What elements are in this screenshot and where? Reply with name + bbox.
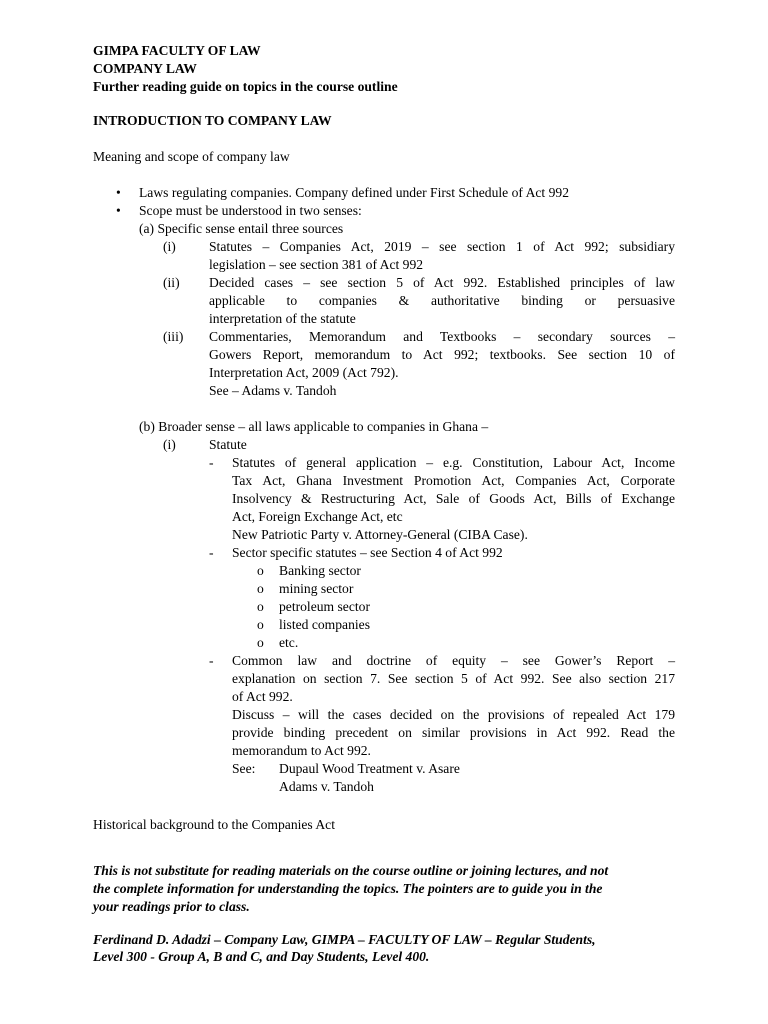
sector-item: mining sector <box>279 581 354 596</box>
disclaimer-line: This is not substitute for reading materials on the course outline or joining lectures, and not <box>93 863 609 878</box>
sub-list-marker: o <box>257 599 264 614</box>
list-number: (ii) <box>163 275 180 290</box>
sector-statutes-line: Sector specific statutes – see Section 4 of Act 992 <box>232 545 503 560</box>
sector-item: Banking sector <box>279 563 361 578</box>
specific-sense-label: (a) Specific sense entail three sources <box>139 221 344 236</box>
subheading-historical: Historical background to the Companies Act <box>93 817 335 832</box>
dash-marker: - <box>209 653 214 668</box>
list-number: (i) <box>163 437 176 452</box>
header-subtitle: Further reading guide on topics in the course outline <box>93 79 398 94</box>
list-number: (iii) <box>163 329 184 344</box>
header-course: COMPANY LAW <box>93 61 197 76</box>
general-statutes-line: Statutes of general application – e.g. Constitution, Labour Act, Income <box>232 455 675 470</box>
list-item-line: interpretation of the statute <box>209 311 356 326</box>
common-law-line: Common law and doctrine of equity – see Gower’s Report – <box>232 653 675 668</box>
broader-sense-label: (b) Broader sense – all laws applicable to companies in Ghana – <box>139 419 489 434</box>
author-footer-line: Ferdinand D. Adadzi – Company Law, GIMPA – FACULTY OF LAW – Regular Students, <box>93 932 596 947</box>
dash-marker: - <box>209 545 214 560</box>
header-institution: GIMPA FACULTY OF LAW <box>93 43 261 58</box>
common-law-line: of Act 992. <box>232 689 293 704</box>
section-title: INTRODUCTION TO COMPANY LAW <box>93 113 332 128</box>
list-item-line: See – Adams v. Tandoh <box>209 383 337 398</box>
case-citation: Dupaul Wood Treatment v. Asare <box>279 761 460 776</box>
general-statutes-line: Insolvency & Restructuring Act, Sale of Goods Act, Bills of Exchange <box>232 491 675 506</box>
statute-label: Statute <box>209 437 247 452</box>
common-law-line: explanation on section 7. See section 5 of Act 992. See also section 217 <box>232 671 675 686</box>
sub-list-marker: o <box>257 635 264 650</box>
bullet-item: Scope must be understood in two senses: <box>139 203 362 218</box>
list-item-line: Statutes – Companies Act, 2019 – see section 1 of Act 992; subsidiary <box>209 239 675 254</box>
subheading-meaning-scope: Meaning and scope of company law <box>93 149 290 164</box>
common-law-line: provide binding precedent on similar provisions in Act 992. Read the <box>232 725 675 740</box>
see-label: See: <box>232 761 256 776</box>
sub-list-marker: o <box>257 617 264 632</box>
list-item-line: Decided cases – see section 5 of Act 992. Established principles of law <box>209 275 675 290</box>
author-footer-line: Level 300 - Group A, B and C, and Day Students, Level 400. <box>93 949 430 964</box>
list-item-line: Commentaries, Memorandum and Textbooks – secondary sources – <box>209 329 675 344</box>
list-number: (i) <box>163 239 176 254</box>
general-statutes-line: Tax Act, Ghana Investment Promotion Act, Companies Act, Corporate <box>232 473 675 488</box>
list-item-line: legislation – see section 381 of Act 992 <box>209 257 424 272</box>
case-citation: New Patriotic Party v. Attorney-General (CIBA Case). <box>232 527 528 542</box>
disclaimer-line: the complete information for understanding the topics. The pointers are to guide you in the <box>93 881 603 896</box>
bullet-marker: • <box>116 185 121 200</box>
disclaimer-line: your readings prior to class. <box>93 899 250 914</box>
sub-list-marker: o <box>257 581 264 596</box>
sector-item: etc. <box>279 635 299 650</box>
sector-item: listed companies <box>279 617 370 632</box>
list-item-line: applicable to companies & authoritative binding or persuasive <box>209 293 675 308</box>
case-citation: Adams v. Tandoh <box>279 779 374 794</box>
bullet-marker: • <box>116 203 121 218</box>
common-law-line: Discuss – will the cases decided on the provisions of repealed Act 179 <box>232 707 675 722</box>
dash-marker: - <box>209 455 214 470</box>
list-item-line: Gowers Report, memorandum to Act 992; textbooks. See section 10 of <box>209 347 675 362</box>
bullet-item: Laws regulating companies. Company defined under First Schedule of Act 992 <box>139 185 569 200</box>
sector-item: petroleum sector <box>279 599 370 614</box>
list-item-line: Interpretation Act, 2009 (Act 792). <box>209 365 399 380</box>
common-law-line: memorandum to Act 992. <box>232 743 371 758</box>
sub-list-marker: o <box>257 563 264 578</box>
general-statutes-line: Act, Foreign Exchange Act, etc <box>232 509 403 524</box>
